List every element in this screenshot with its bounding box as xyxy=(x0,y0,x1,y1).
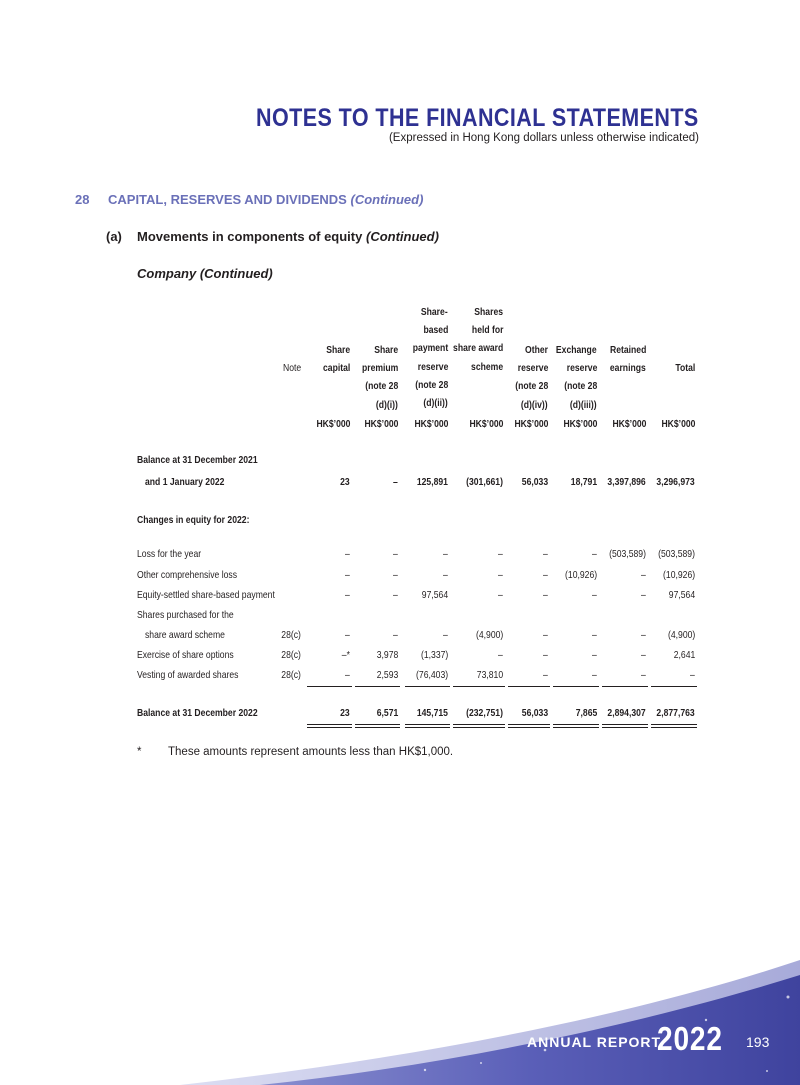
cell-oci-share_capital: – xyxy=(345,569,350,581)
subtotal-rule xyxy=(355,686,400,687)
cell-vesting-total: – xyxy=(690,669,695,681)
cell-closing-retained_earnings: 2,894,307 xyxy=(607,707,646,719)
total-double-rule xyxy=(602,724,648,728)
col-header-share_based_payment_reserve-line-2: payment xyxy=(412,342,448,355)
row-label-equity_settled: Equity-settled share-based payment xyxy=(137,589,275,601)
col-header-share_capital-line-0: Share xyxy=(326,344,350,356)
cell-exercise-shares_held_for_share_award_scheme: – xyxy=(498,649,503,661)
subsection-title: Movements in components of equity xyxy=(137,229,363,244)
cell-vesting-share_premium: 2,593 xyxy=(376,669,398,681)
subtotal-rule xyxy=(307,686,352,687)
cell-equity_settled-share_premium: – xyxy=(393,589,398,601)
cell-equity_settled-retained_earnings: – xyxy=(641,589,646,601)
cell-closing-other_reserve: 56,033 xyxy=(521,707,548,719)
cell-oci-shares_held_for_share_award_scheme: – xyxy=(498,569,503,581)
row-label-shares_purchased-cont: share award scheme xyxy=(145,629,225,641)
cell-closing-share_capital: 23 xyxy=(340,707,350,719)
col-header-share_premium-line-0: Share xyxy=(374,344,398,356)
cell-equity_settled-exchange_reserve: – xyxy=(592,589,597,601)
row-label-vesting: Vesting of awarded shares xyxy=(137,669,239,681)
cell-oci-other_reserve: – xyxy=(543,569,548,581)
row-label-exercise: Exercise of share options xyxy=(137,649,234,661)
page-subtitle: (Expressed in Hong Kong dollars unless otherwise indicated) xyxy=(388,132,699,144)
row-label-oci: Other comprehensive loss xyxy=(137,569,238,581)
section-continued: (Continued) xyxy=(350,192,424,207)
subtotal-rule xyxy=(453,686,505,687)
cell-loss-exchange_reserve: – xyxy=(592,548,597,560)
cell-oci-share_based_payment_reserve: – xyxy=(443,569,448,581)
col-header-other_reserve-line-1: reserve xyxy=(517,362,548,375)
cell-closing-shares_held_for_share_award_scheme: (232,751) xyxy=(466,707,503,719)
cell-opening-total: 3,296,973 xyxy=(656,476,695,488)
col-header-share_premium-line-2: (note 28 xyxy=(364,380,398,393)
col-header-share_based_payment_reserve-line-3: reserve xyxy=(417,360,448,373)
cell-exercise-share_premium: 3,978 xyxy=(376,649,398,661)
col-unit-shares_held_for_share_award_scheme: HK$’000 xyxy=(469,418,503,430)
col-header-other_reserve-line-3: (d)(iv)) xyxy=(521,398,548,411)
col-header-total-line-0: Total xyxy=(675,362,695,374)
total-double-rule xyxy=(307,724,352,728)
cell-loss-retained_earnings: (503,589) xyxy=(609,548,646,560)
total-double-rule xyxy=(651,724,697,728)
subsection-continued: (Continued) xyxy=(365,229,439,244)
col-unit-other_reserve: HK$’000 xyxy=(514,418,548,430)
cell-equity_settled-other_reserve: – xyxy=(543,589,548,601)
cell-opening-share_capital: 23 xyxy=(340,476,350,488)
cell-opening-share_premium: – xyxy=(393,476,398,488)
row-note-vesting: 28(c) xyxy=(281,669,301,681)
subtotal-rule xyxy=(602,686,648,687)
col-header-shares_held_for_share_award_scheme-line-3: scheme xyxy=(470,360,503,373)
col-header-note-line-0: Note xyxy=(282,362,301,374)
cell-oci-exchange_reserve: (10,926) xyxy=(564,569,597,581)
col-header-retained_earnings-line-1: earnings xyxy=(610,362,646,375)
col-unit-exchange_reserve: HK$’000 xyxy=(563,418,597,430)
cell-exercise-exchange_reserve: – xyxy=(592,649,597,661)
footnote-text: These amounts represent amounts less than HK$1,000. xyxy=(168,746,454,758)
cell-vesting-share_based_payment_reserve: (76,403) xyxy=(415,669,448,681)
cell-oci-total: (10,926) xyxy=(662,569,695,581)
row-label-changes: Changes in equity for 2022: xyxy=(137,514,250,526)
cell-vesting-other_reserve: – xyxy=(543,669,548,681)
cell-vesting-retained_earnings: – xyxy=(641,669,646,681)
cell-closing-share_premium: 6,571 xyxy=(376,707,398,719)
cell-closing-exchange_reserve: 7,865 xyxy=(575,707,597,719)
report-year: 2022 xyxy=(657,1020,723,1057)
subtotal-rule xyxy=(553,686,599,687)
cell-exercise-share_based_payment_reserve: (1,337) xyxy=(420,649,448,661)
col-header-exchange_reserve-line-2: (note 28 xyxy=(563,380,597,393)
cell-vesting-exchange_reserve: – xyxy=(592,669,597,681)
cell-equity_settled-share_based_payment_reserve: 97,564 xyxy=(421,589,448,601)
cell-opening-other_reserve: 56,033 xyxy=(521,476,548,488)
col-header-exchange_reserve-line-3: (d)(iii)) xyxy=(570,398,597,411)
col-header-share_based_payment_reserve-line-5: (d)(ii)) xyxy=(423,397,448,409)
cell-vesting-share_capital: – xyxy=(345,669,350,681)
col-header-other_reserve-line-2: (note 28 xyxy=(514,380,548,393)
cell-shares_purchased-shares_held_for_share_award_scheme: (4,900) xyxy=(475,629,503,641)
row-label-closing: Balance at 31 December 2022 xyxy=(137,707,258,719)
cell-shares_purchased-share_based_payment_reserve: – xyxy=(443,629,448,641)
annual-report-label: ANNUAL REPORT xyxy=(527,1034,662,1050)
col-header-share_based_payment_reserve-line-0: Share- xyxy=(421,306,448,318)
cell-equity_settled-share_capital: – xyxy=(345,589,350,601)
row-note-exercise: 28(c) xyxy=(281,649,301,661)
col-header-other_reserve-line-0: Other xyxy=(525,344,548,356)
cell-opening-retained_earnings: 3,397,896 xyxy=(607,476,646,488)
col-unit-share_based_payment_reserve: HK$’000 xyxy=(414,418,448,430)
cell-closing-total: 2,877,763 xyxy=(656,707,695,719)
cell-opening-exchange_reserve: 18,791 xyxy=(570,476,597,488)
col-header-share_based_payment_reserve-line-1: based xyxy=(423,324,448,337)
cell-opening-shares_held_for_share_award_scheme: (301,661) xyxy=(466,476,503,488)
total-double-rule xyxy=(355,724,400,728)
cell-shares_purchased-other_reserve: – xyxy=(543,629,548,641)
cell-loss-total: (503,589) xyxy=(658,548,695,560)
total-double-rule xyxy=(553,724,599,728)
total-double-rule xyxy=(508,724,550,728)
section-number: 28 xyxy=(75,192,90,207)
page-title: NOTES TO THE FINANCIAL STATEMENTS xyxy=(256,104,699,132)
subtotal-rule xyxy=(508,686,550,687)
cell-exercise-share_capital: –* xyxy=(341,649,350,661)
footnote xyxy=(137,746,453,758)
cell-loss-other_reserve: – xyxy=(543,548,548,560)
cell-vesting-shares_held_for_share_award_scheme: 73,810 xyxy=(476,669,503,681)
cell-equity_settled-total: 97,564 xyxy=(668,589,695,601)
col-header-share_premium-line-3: (d)(i)) xyxy=(376,398,398,411)
cell-loss-share_capital: – xyxy=(345,548,350,560)
cell-loss-share_premium: – xyxy=(393,548,398,560)
col-header-shares_held_for_share_award_scheme-line-0: Shares xyxy=(474,306,503,318)
col-header-shares_held_for_share_award_scheme-line-2: share award xyxy=(452,342,503,355)
cell-exercise-other_reserve: – xyxy=(543,649,548,661)
col-unit-retained_earnings: HK$’000 xyxy=(612,418,646,430)
footer-wave-graphic xyxy=(0,950,800,1085)
cell-oci-retained_earnings: – xyxy=(641,569,646,581)
cell-shares_purchased-share_capital: – xyxy=(345,629,350,641)
total-double-rule xyxy=(405,724,450,728)
cell-opening-share_based_payment_reserve: 125,891 xyxy=(416,476,448,488)
cell-closing-share_based_payment_reserve: 145,715 xyxy=(416,707,448,719)
cell-oci-share_premium: – xyxy=(393,569,398,581)
col-header-share_based_payment_reserve-line-4: (note 28 xyxy=(414,378,448,391)
row-note-shares_purchased: 28(c) xyxy=(281,629,301,641)
cell-shares_purchased-total: (4,900) xyxy=(667,629,695,641)
row-label-opening-cont: and 1 January 2022 xyxy=(145,476,225,488)
company-heading: Company (Continued) xyxy=(137,266,273,281)
cell-exercise-total: 2,641 xyxy=(673,649,695,661)
total-double-rule xyxy=(453,724,505,728)
col-header-share_premium-line-1: premium xyxy=(361,362,398,375)
cell-loss-share_based_payment_reserve: – xyxy=(443,548,448,560)
subsection-label: (a) xyxy=(106,229,122,244)
cell-shares_purchased-exchange_reserve: – xyxy=(592,629,597,641)
subtotal-rule xyxy=(405,686,450,687)
col-header-share_capital-line-1: capital xyxy=(322,362,350,375)
cell-shares_purchased-retained_earnings: – xyxy=(641,629,646,641)
col-unit-share_premium: HK$’000 xyxy=(364,418,398,430)
col-header-exchange_reserve-line-1: reserve xyxy=(566,362,597,375)
cell-loss-shares_held_for_share_award_scheme: – xyxy=(498,548,503,560)
subtotal-rule xyxy=(651,686,697,687)
row-label-opening: Balance at 31 December 2021 xyxy=(137,454,258,466)
col-header-shares_held_for_share_award_scheme-line-1: held for xyxy=(471,324,503,337)
col-header-retained_earnings-line-0: Retained xyxy=(609,344,646,356)
col-unit-total: HK$’000 xyxy=(661,418,695,430)
section-title: CAPITAL, RESERVES AND DIVIDENDS xyxy=(108,192,347,207)
col-unit-share_capital: HK$’000 xyxy=(316,418,350,430)
row-label-shares_purchased: Shares purchased for the xyxy=(137,609,234,621)
col-header-exchange_reserve-line-0: Exchange xyxy=(556,344,597,356)
cell-equity_settled-shares_held_for_share_award_scheme: – xyxy=(498,589,503,601)
row-label-loss: Loss for the year xyxy=(137,548,202,560)
cell-exercise-retained_earnings: – xyxy=(641,649,646,661)
page-number: 193 xyxy=(746,1034,770,1050)
footnote-marker: * xyxy=(137,746,142,758)
cell-shares_purchased-share_premium: – xyxy=(393,629,398,641)
